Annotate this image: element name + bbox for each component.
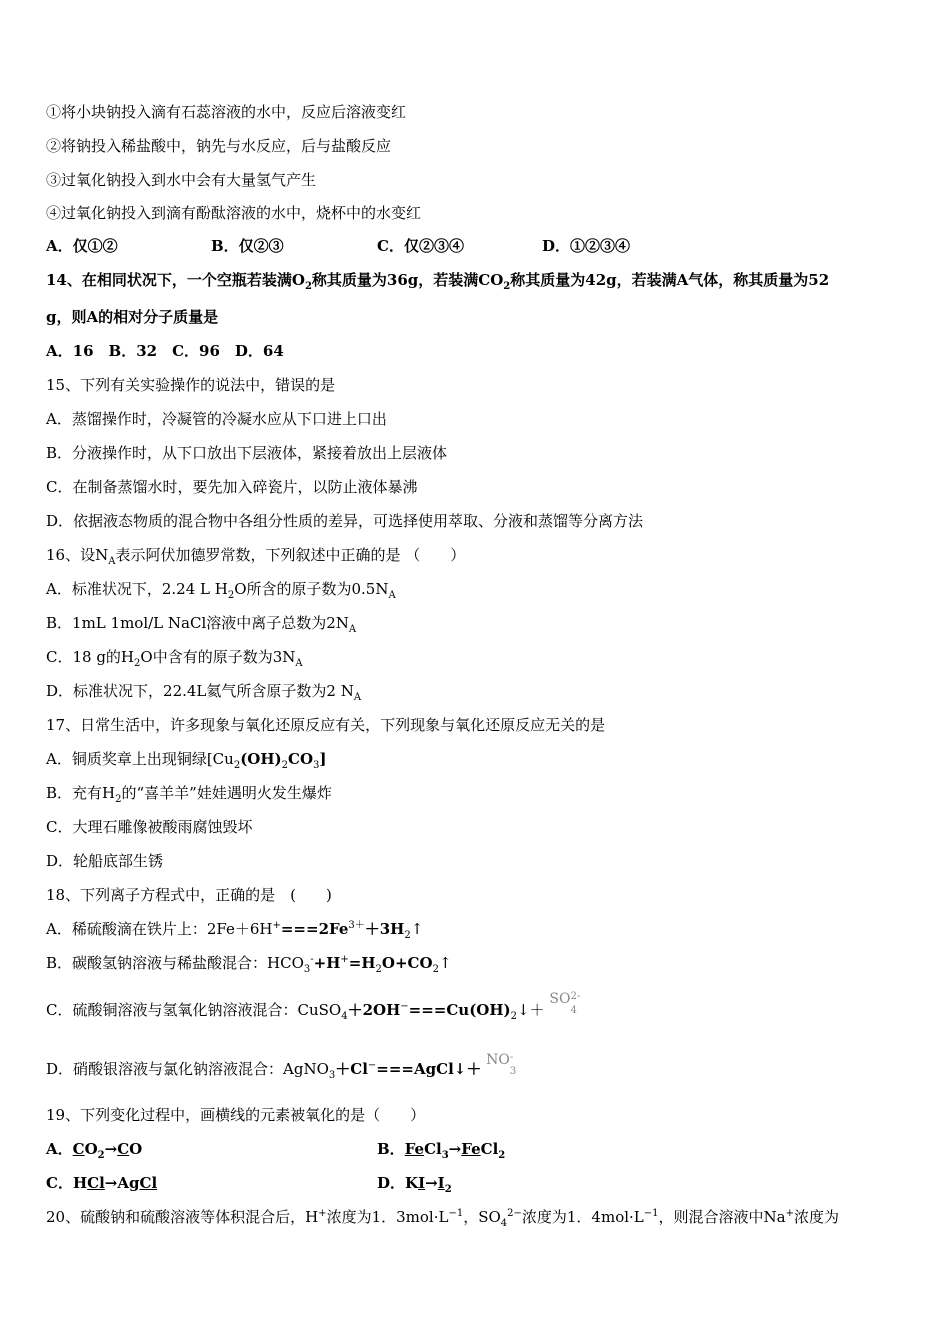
q17-sub: 2: [233, 760, 241, 771]
q19-label: C．: [46, 1174, 73, 1192]
q16-c-text-1: C．18 g的H: [46, 648, 135, 666]
q19-text: K: [405, 1174, 419, 1192]
ion-text: SO: [549, 991, 571, 1007]
q20-sub: 4: [500, 1218, 508, 1229]
q17-sub: 3: [313, 760, 320, 771]
q17-a-text-3: CO: [288, 750, 314, 768]
q16-text-2: 表示阿伏加德罗常数，下列叙述中正确的是 （ ）: [115, 546, 466, 564]
q18-a-text-3: ＋3H: [364, 920, 405, 938]
q16-sub: A: [388, 590, 396, 601]
ion-text: NO: [486, 1052, 510, 1068]
q16-option-a: [46, 579, 396, 599]
q18-a-text-2: ===2Fe: [280, 920, 349, 938]
q18-d-text-2: ＋Cl: [335, 1060, 368, 1078]
q16-sub: A: [295, 658, 303, 669]
q16-option-c: [46, 647, 303, 667]
q20-text-6: 浓度为: [793, 1208, 839, 1226]
q15-option-b: B．分液操作时，从下口放出下层液体，紧接着放出上层液体: [46, 444, 448, 462]
arrow-icon: →: [104, 1140, 118, 1158]
q14-text-1: 14、在相同状况下，一个空瓶若装满O: [46, 271, 305, 289]
q18-sub: 3: [328, 1070, 336, 1081]
q17-option-b: [46, 783, 332, 803]
q18-sub: 2: [510, 1011, 518, 1022]
q18-b-text-1: B．碳酸氢钠溶液与稀盐酸混合：HCO: [46, 954, 304, 972]
q19-option-c: [46, 1173, 377, 1193]
q14-text-3: 称其质量为42g，若装满A气体，称其质量为52: [510, 271, 830, 289]
q18-c-text-3: ===Cu(OH): [408, 1001, 511, 1019]
q16-sub: 2: [227, 590, 235, 601]
q17-sub: 2: [115, 794, 122, 805]
q19-label: A．: [46, 1140, 73, 1158]
q20-sup: +: [785, 1208, 794, 1219]
q18-d-text-3: ===AgCl↓＋: [376, 1060, 482, 1078]
q18-stem: 18、下列离子方程式中，正确的是 ( ): [46, 886, 332, 904]
q20-stem: [46, 1207, 839, 1227]
q13-option-c: C．仅②③④: [377, 237, 464, 255]
q18-sup: -: [310, 954, 314, 965]
q17-b-text-1: B．充有H: [46, 784, 116, 802]
q17-sub: 2: [281, 760, 289, 771]
q14-stem: [46, 270, 829, 290]
q19-options-row-1: [46, 1139, 505, 1159]
q19-sub: 2: [97, 1150, 105, 1161]
q18-option-b: [46, 953, 452, 973]
q18-sup: −: [400, 1001, 409, 1012]
q16-option-d: [46, 681, 361, 701]
q13-statement-3: ③过氧化钠投入到水中会有大量氢气产生: [46, 171, 317, 189]
q19-sub: 3: [441, 1150, 449, 1161]
q19-option-b: [377, 1139, 505, 1159]
q20-sup: −1: [448, 1208, 464, 1219]
q18-sup: +: [340, 954, 349, 965]
q20-sup: 2−: [507, 1208, 522, 1219]
q18-option-d: [46, 1052, 520, 1081]
q18-c-text-1: C．硫酸铜溶液与氢氧化钠溶液混合：CuSO: [46, 1001, 342, 1019]
q19-sub: 2: [444, 1184, 452, 1195]
q19-underlined: Cl: [87, 1174, 105, 1192]
q19-text: O: [84, 1140, 98, 1158]
q15-option-c: C．在制备蒸馏水时，要先加入碎瓷片，以防止液体暴沸: [46, 478, 418, 496]
q18-option-a: [46, 919, 423, 939]
q16-option-b: [46, 613, 356, 633]
q17-option-d: D．轮船底部生锈: [46, 852, 164, 870]
q19-text: H: [72, 1174, 88, 1192]
q19-text: Cl: [480, 1140, 499, 1158]
q16-sub: 2: [134, 658, 141, 669]
q20-text-1: 20、硫酸钠和硫酸溶液等体积混合后，H: [46, 1208, 319, 1226]
q19-underlined: Fe: [404, 1140, 425, 1158]
nitrate-ion: NO - 3: [486, 1052, 517, 1077]
q13-option-b: B．仅②③: [211, 237, 284, 255]
q20-text-3: ，SO: [463, 1208, 501, 1226]
q18-d-text-1: D．硝酸银溶液与氯化钠溶液混合：AgNO: [46, 1060, 329, 1078]
q19-text: Ag: [117, 1174, 140, 1192]
q18-c-text-4: ↓＋: [517, 1001, 545, 1019]
q17-a-text-2: (OH): [240, 750, 282, 768]
q18-sub: 2: [404, 930, 411, 941]
q13-options: [46, 236, 630, 256]
q18-sup: 3＋: [348, 920, 365, 931]
arrow-icon: →: [104, 1174, 118, 1192]
q18-b-text-2: +H: [313, 954, 341, 972]
q14-text-2: 称其质量为36g，若装满CO: [311, 271, 504, 289]
q20-sup: +: [318, 1208, 327, 1219]
q18-option-c: [46, 991, 581, 1022]
q17-b-text-2: 的“喜羊羊”娃娃遇明火发生爆炸: [121, 784, 332, 802]
q13-statement-2: ②将钠投入稀盐酸中，钠先与水反应，后与盐酸反应: [46, 137, 392, 155]
q14-sub: 2: [503, 281, 511, 292]
q18-a-text-4: ↑: [410, 920, 424, 938]
q17-a-text-1: A．铜质奖章上出现铜绿[Cu: [46, 750, 234, 768]
q19-option-d: [377, 1173, 452, 1193]
q18-sub: 2: [432, 964, 439, 975]
q13-statement-1: ①将小块钠投入滴有石蕊溶液的水中，反应后溶液变红: [46, 103, 407, 121]
sulfate-ion: SO 2- 4: [549, 991, 581, 1016]
q19-underlined: I: [418, 1174, 426, 1192]
q19-text: O: [129, 1140, 143, 1158]
q18-sup: −: [367, 1060, 377, 1071]
q16-sub: A: [353, 692, 362, 703]
q19-underlined: Cl: [139, 1174, 158, 1192]
q20-text-2: 浓度为1．3mol·L: [326, 1208, 449, 1226]
q19-underlined: I: [437, 1174, 445, 1192]
q17-option-a: [46, 749, 327, 769]
q18-b-text-4: O+CO: [381, 954, 433, 972]
q17-a-text-4: ]: [319, 750, 327, 768]
q19-underlined: Fe: [461, 1140, 481, 1158]
q19-label: D．: [377, 1174, 406, 1192]
q18-b-text-3: =H: [348, 954, 376, 972]
q19-label: B．: [377, 1140, 405, 1158]
q16-sub: A: [348, 624, 357, 635]
q14-sub: 2: [304, 281, 312, 292]
q16-text-1: 16、设N: [46, 546, 109, 564]
arrow-icon: →: [425, 1174, 438, 1192]
q15-option-a: A．蒸馏操作时，冷凝管的冷凝水应从下口进上口出: [46, 410, 387, 428]
q16-stem: [46, 545, 465, 565]
q16-c-text-2: O中含有的原子数为3N: [140, 648, 296, 666]
q16-a-text-2: O所含的原子数为0.5N: [234, 580, 389, 598]
q18-sup: +: [272, 920, 281, 931]
q18-sub: 2: [375, 964, 382, 975]
q13-option-d: D．①②③④: [542, 237, 631, 255]
q13-statement-4: ④过氧化钠投入到滴有酚酞溶液的水中，烧杯中的水变红: [46, 204, 422, 222]
arrow-icon: →: [448, 1140, 462, 1158]
q19-text: Cl: [424, 1140, 442, 1158]
q16-b-text: B．1mL 1mol/L NaCl溶液中离子总数为2N: [46, 614, 349, 632]
q19-stem: 19、下列变化过程中，画横线的元素被氧化的是（ ）: [46, 1106, 426, 1124]
q18-sub: 3: [303, 964, 311, 975]
q17-option-c: C．大理石雕像被酸雨腐蚀毁坏: [46, 818, 253, 836]
q18-sub: 4: [341, 1011, 348, 1022]
q18-b-text-5: ↑: [438, 954, 452, 972]
q19-sub: 2: [498, 1150, 506, 1161]
q19-options-row-2: [46, 1173, 452, 1193]
q20-text-5: ，则混合溶液中Na: [658, 1208, 786, 1226]
q18-a-text-1: A．稀硫酸滴在铁片上：2Fe＋6H: [46, 920, 273, 938]
q19-underlined: C: [117, 1140, 130, 1158]
q20-sup: −1: [643, 1208, 659, 1219]
q18-c-text-2: ＋2OH: [347, 1001, 401, 1019]
q19-option-a: [46, 1139, 377, 1159]
q15-stem: 15、下列有关实验操作的说法中，错误的是: [46, 376, 336, 394]
q16-d-text: D．标准状况下，22.4L氦气所含原子数为2 N: [46, 682, 354, 700]
q14-options: A．16 B．32 C．96 D．64: [46, 342, 284, 360]
q19-underlined: C: [72, 1140, 85, 1158]
q14-stem-cont: g，则A的相对分子质量是: [46, 308, 219, 326]
q17-stem: 17、日常生活中，许多现象与氧化还原反应有关，下列现象与氧化还原反应无关的是: [46, 716, 606, 734]
q16-a-text-1: A．标准状况下，2.24 L H: [46, 580, 228, 598]
q20-text-4: 浓度为1．4mol·L: [521, 1208, 644, 1226]
q16-sub: A: [108, 556, 116, 567]
q15-option-d: D．依据液态物质的混合物中各组分性质的差异，可选择使用萃取、分液和蒸馏等分离方法: [46, 512, 644, 530]
q13-option-a: A．仅①②: [46, 237, 118, 255]
